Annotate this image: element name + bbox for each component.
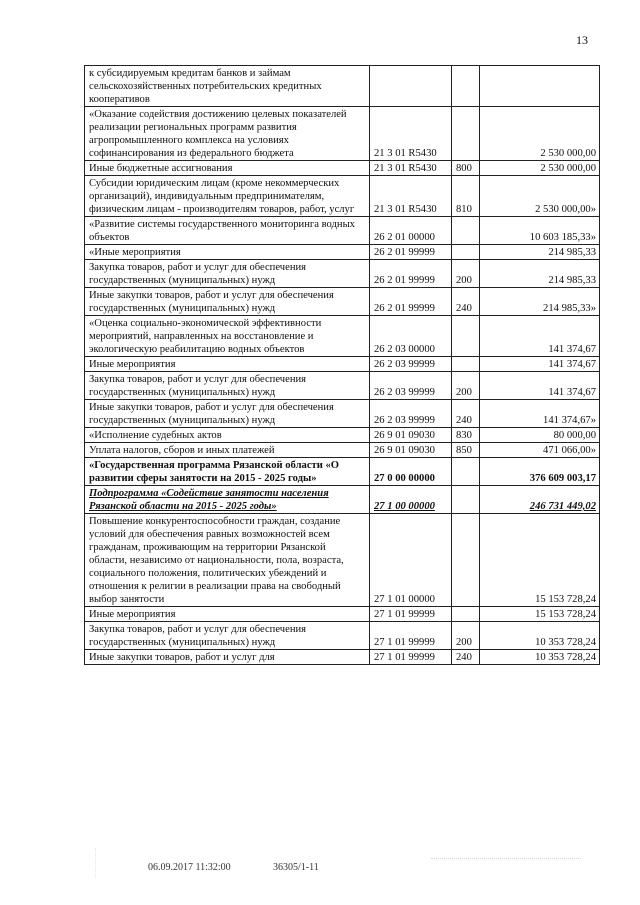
row-vr-cell: 810 [452, 176, 480, 217]
row-vr-cell: 850 [452, 443, 480, 458]
row-code-cell: 27 1 01 99999 [370, 622, 452, 650]
row-name-cell: Иные мероприятия [85, 357, 370, 372]
table-row [85, 650, 600, 665]
row-amount-cell: 2 530 000,00» [480, 176, 600, 217]
row-vr-cell [452, 458, 480, 486]
row-amount-cell: 141 374,67 [480, 316, 600, 357]
scan-stamp-mark [431, 858, 581, 867]
row-code-cell: 26 2 03 99999 [370, 400, 452, 428]
row-vr-cell [452, 607, 480, 622]
row-vr-cell [452, 486, 480, 514]
row-vr-cell [452, 217, 480, 245]
row-vr-cell: 830 [452, 428, 480, 443]
row-name-cell: Повышение конкурентоспособности граждан, создание условий для обеспечения равных возможностей всем гражданам, проживающим на территории Рязанской области, независимо от национальности, пола, возраста, социального положения, политических убеждений и отношения к религии в реализации права на свободный выбор занятости [85, 514, 370, 607]
row-name-cell: Закупка товаров, работ и услуг для обеспечения государственных (муниципальных) нужд [85, 372, 370, 400]
row-name-cell: «Иные мероприятия [85, 245, 370, 260]
row-amount-cell: 214 985,33» [480, 288, 600, 316]
row-code-cell: 21 3 01 R5430 [370, 161, 452, 176]
row-code-cell: 26 9 01 09030 [370, 428, 452, 443]
table-row [85, 622, 600, 650]
row-amount-cell: 2 530 000,00 [480, 161, 600, 176]
row-vr-cell: 240 [452, 288, 480, 316]
table-row [85, 260, 600, 288]
table-row [85, 607, 600, 622]
row-code-cell: 27 1 01 00000 [370, 514, 452, 607]
page-number: 13 [576, 33, 588, 47]
footer-datetime: 06.09.2017 11:32:00 [148, 862, 231, 873]
row-vr-cell [452, 316, 480, 357]
row-vr-cell: 240 [452, 650, 480, 665]
row-amount-cell: 15 153 728,24 [480, 514, 600, 607]
scan-margin-mark [95, 848, 108, 878]
row-code-cell: 27 1 01 99999 [370, 650, 452, 665]
table-row [85, 245, 600, 260]
row-name-cell: Закупка товаров, работ и услуг для обеспечения государственных (муниципальных) нужд [85, 260, 370, 288]
row-code-cell: 27 1 01 99999 [370, 607, 452, 622]
row-vr-cell [452, 514, 480, 607]
row-vr-cell: 200 [452, 622, 480, 650]
row-name-cell: «Исполнение судебных актов [85, 428, 370, 443]
row-code-cell: 26 2 03 99999 [370, 372, 452, 400]
table-row [85, 66, 600, 107]
row-amount-cell: 214 985,33 [480, 260, 600, 288]
table-row [85, 176, 600, 217]
table-row [85, 107, 600, 161]
row-name-cell: Подпрограмма «Содействие занятости населения Рязанской области на 2015 - 2025 годы» [85, 486, 370, 514]
row-name-cell: Субсидии юридическим лицам (кроме некоммерческих организаций), индивидуальным предпринимателям, физическим лицам - производителям товаров, работ, услуг [85, 176, 370, 217]
row-amount-cell: 10 353 728,24 [480, 622, 600, 650]
row-code-cell: 26 2 01 00000 [370, 217, 452, 245]
budget-table [84, 65, 600, 665]
row-name-cell: Закупка товаров, работ и услуг для обеспечения государственных (муниципальных) нужд [85, 622, 370, 650]
row-vr-cell: 800 [452, 161, 480, 176]
row-amount-cell: 141 374,67 [480, 357, 600, 372]
row-name-cell: Иные бюджетные ассигнования [85, 161, 370, 176]
row-vr-cell [452, 66, 480, 107]
row-name-cell: Уплата налогов, сборов и иных платежей [85, 443, 370, 458]
table-row [85, 514, 600, 607]
row-code-cell: 21 3 01 R5430 [370, 107, 452, 161]
table-row [85, 486, 600, 514]
table-row [85, 316, 600, 357]
row-name-cell: Иные мероприятия [85, 607, 370, 622]
row-amount-cell: 15 153 728,24 [480, 607, 600, 622]
row-vr-cell: 200 [452, 260, 480, 288]
row-name-cell: Иные закупки товаров, работ и услуг для обеспечения государственных (муниципальных) нужд [85, 288, 370, 316]
row-amount-cell: 471 066,00» [480, 443, 600, 458]
row-code-cell: 26 2 01 99999 [370, 260, 452, 288]
row-amount-cell [480, 66, 600, 107]
table-row [85, 443, 600, 458]
row-amount-cell: 141 374,67 [480, 372, 600, 400]
row-code-cell: 26 2 01 99999 [370, 245, 452, 260]
row-code-cell: 21 3 01 R5430 [370, 176, 452, 217]
row-amount-cell: 10 603 185,33» [480, 217, 600, 245]
row-amount-cell: 376 609 003,17 [480, 458, 600, 486]
row-code-cell: 27 0 00 00000 [370, 458, 452, 486]
table-row [85, 357, 600, 372]
row-name-cell: Иные закупки товаров, работ и услуг для [85, 650, 370, 665]
row-vr-cell [452, 107, 480, 161]
row-code-cell: 26 2 03 00000 [370, 316, 452, 357]
row-name-cell: «Государственная программа Рязанской области «О развитии сферы занятости на 2015 - 2025 годы» [85, 458, 370, 486]
row-amount-cell: 246 731 449,02 [480, 486, 600, 514]
row-amount-cell: 10 353 728,24 [480, 650, 600, 665]
row-vr-cell [452, 357, 480, 372]
row-code-cell: 26 2 01 99999 [370, 288, 452, 316]
row-vr-cell: 200 [452, 372, 480, 400]
row-name-cell: «Оценка социально-экономической эффективности мероприятий, направленных на восстановление и экологическую реабилитацию водных объектов [85, 316, 370, 357]
table-row [85, 288, 600, 316]
row-vr-cell [452, 245, 480, 260]
footer-doc-number: 36305/1-11 [273, 862, 319, 873]
row-name-cell: «Оказание содействия достижению целевых показателей реализации региональных программ развития агропромышленного комплекса на условиях софинансирования из федерального бюджета [85, 107, 370, 161]
table-row [85, 458, 600, 486]
row-amount-cell: 2 530 000,00 [480, 107, 600, 161]
row-code-cell [370, 66, 452, 107]
table-row [85, 217, 600, 245]
row-amount-cell: 214 985,33 [480, 245, 600, 260]
row-code-cell: 26 9 01 09030 [370, 443, 452, 458]
table-row [85, 372, 600, 400]
row-amount-cell: 141 374,67» [480, 400, 600, 428]
table-row [85, 428, 600, 443]
row-code-cell: 26 2 03 99999 [370, 357, 452, 372]
row-vr-cell: 240 [452, 400, 480, 428]
table-body [85, 66, 600, 665]
table-row [85, 161, 600, 176]
row-name-cell: Иные закупки товаров, работ и услуг для обеспечения государственных (муниципальных) нужд [85, 400, 370, 428]
row-name-cell: «Развитие системы государственного мониторинга водных объектов [85, 217, 370, 245]
row-amount-cell: 80 000,00 [480, 428, 600, 443]
table-row [85, 400, 600, 428]
row-name-cell: к субсидируемым кредитам банков и займам сельскохозяйственных потребительских кредитных кооперативов [85, 66, 370, 107]
row-code-cell: 27 1 00 00000 [370, 486, 452, 514]
